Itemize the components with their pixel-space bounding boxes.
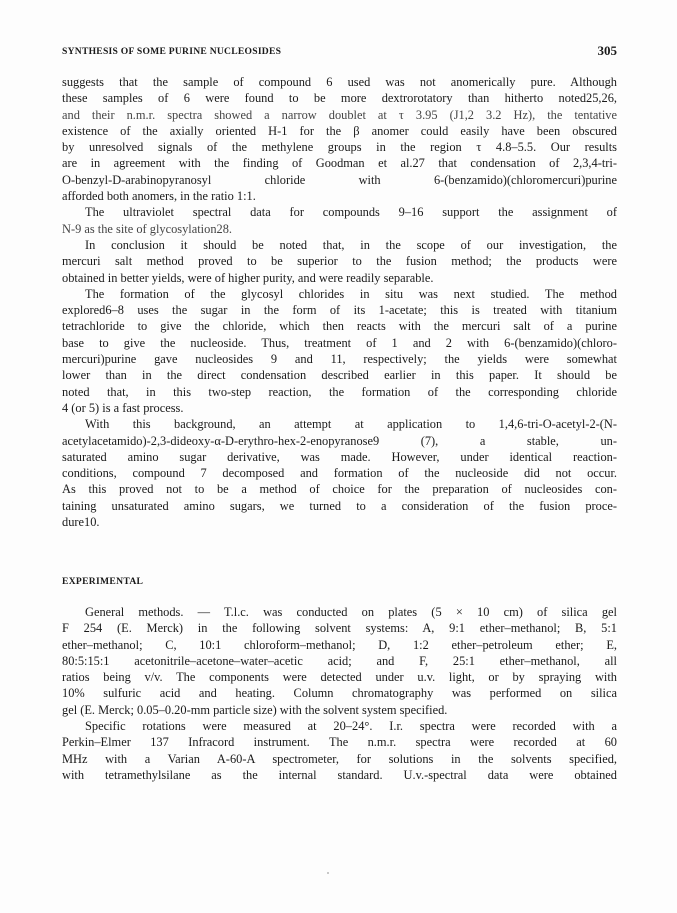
paragraph: [62, 286, 617, 416]
text-line: 80:5:15:1 acetonitrile–acetone–water–acetic acid; and F, 25:1 ether–methanol, all: [62, 653, 617, 668]
text-line: 10% sulfuric acid and heating. Column chromatography was performed on silica: [62, 686, 617, 701]
text-line: noted that, in this two-step reaction, the formation of the corresponding chloride: [62, 384, 617, 399]
text-line: mercuri)purine gave nucleosides 9 and 11, respectively; the yields were somewhat: [62, 352, 617, 367]
text-line: taining unsaturated amino sugars, we turned to a consideration of the fusion proce-: [62, 498, 617, 513]
text-line: saturated amino sugar derivative, was made. However, under identical reaction-: [62, 449, 617, 464]
text-line: General methods. — T.l.c. was conducted on plates (5 × 10 cm) of silica gel: [85, 605, 617, 619]
text-line: are in agreement with the finding of Goodman et al.27 that condensation of 2,3,4-tri-: [62, 156, 617, 171]
text-line: by unresolved signals of the methylene groups in the region τ 4.8–5.5. Our results: [62, 140, 617, 155]
paragraph: [62, 74, 617, 204]
running-title: SYNTHESIS OF SOME PURINE NUCLEOSIDES: [62, 46, 282, 57]
text-line: explored6–8 uses the sugar in the form of its 1-acetate; this is treated with titanium: [62, 303, 617, 318]
text-line: As this proved not to be a method of choice for the preparation of nucleosides con-: [62, 482, 617, 497]
paragraph: [62, 604, 617, 718]
text-line: and their n.m.r. spectra showed a narrow doublet at τ 3.95 (J1,2 3.2 Hz), the tentative: [62, 107, 617, 122]
text-line: acetylacetamido)-2,3-dideoxy-α-D-erythro-hex-2-enopyranose9 (7), a stable, un-: [62, 433, 617, 448]
section-heading: EXPERIMENTAL: [62, 576, 144, 587]
paragraph: [62, 237, 617, 286]
text-line: afforded both anomers, in the ratio 1:1.: [62, 189, 256, 204]
text-line: ratios being v/v. The components were detected under u.v. light, or by spraying with: [62, 670, 617, 685]
scan-speck: [327, 872, 329, 874]
text-line: With this background, an attempt at application to 1,4,6-tri-O-acetyl-2-(N-: [85, 417, 617, 432]
experimental-text: [62, 604, 617, 783]
text-line: existence of the axially oriented H-1 for the β anomer could easily have been obscured: [62, 123, 617, 138]
running-head: [62, 43, 617, 61]
text-line: with tetramethylsilane as the internal standard. U.v.-spectral data were obtained: [62, 767, 617, 782]
text-line: conditions, compound 7 decomposed and formation of the nucleoside did not occur.: [62, 466, 617, 481]
text-line: mercuri salt method proved to be superior to the fusion method; the products were: [62, 254, 617, 269]
discussion-text: [62, 74, 617, 530]
text-line: N-9 as the site of glycosylation28.: [62, 221, 232, 236]
text-line: obtained in better yields, were of higher purity, and were readily separable.: [62, 270, 434, 285]
text-line: The formation of the glycosyl chlorides in situ was next studied. The method: [85, 286, 617, 301]
text-line: suggests that the sample of compound 6 used was not anomerically pure. Although: [62, 75, 617, 89]
text-line: Specific rotations were measured at 20–24°. I.r. spectra were recorded with a: [85, 719, 617, 734]
text-line: In conclusion it should be noted that, in the scope of our investigation, the: [85, 237, 617, 252]
text-line: 4 (or 5) is a fast process.: [62, 400, 184, 415]
text-line: ether–methanol; C, 10:1 chloroform–methanol; D, 1:2 ether–petroleum ether; E,: [62, 637, 617, 652]
text-line: tetrachloride to give the chloride, which then reacts with the mercuri salt of a purine: [62, 319, 617, 334]
text-line: these samples of 6 were found to be more dextrorotatory than hitherto noted25,26,: [62, 91, 617, 106]
text-line: F 254 (E. Merck) in the following solvent systems: A, 9:1 ether–methanol; B, 5:1: [62, 621, 617, 636]
text-line: Perkin–Elmer 137 Infracord instrument. The n.m.r. spectra were recorded at 60: [62, 735, 617, 750]
text-line: The ultraviolet spectral data for compounds 9–16 support the assignment of: [85, 205, 617, 220]
text-line: base to give the nucleoside. Thus, treatment of 1 and 2 with 6-(benzamido)(chloro-: [62, 335, 617, 350]
page-number: 305: [597, 43, 617, 58]
text-line: gel (E. Merck; 0.05–0.20-mm particle size) with the solvent system specified.: [62, 702, 448, 717]
paragraph: [62, 416, 617, 530]
text-line: MHz with a Varian A-60-A spectrometer, for solutions in the solvents specified,: [62, 751, 617, 766]
paragraph: [62, 718, 617, 783]
text-line: O-benzyl-D-arabinopyranosyl chloride with 6-(benzamido)(chloromercuri)purine: [62, 172, 617, 187]
text-line: dure10.: [62, 515, 100, 530]
paragraph: [62, 204, 617, 237]
text-line: lower than in the direct condensation described earlier in this paper. It should be: [62, 368, 617, 383]
